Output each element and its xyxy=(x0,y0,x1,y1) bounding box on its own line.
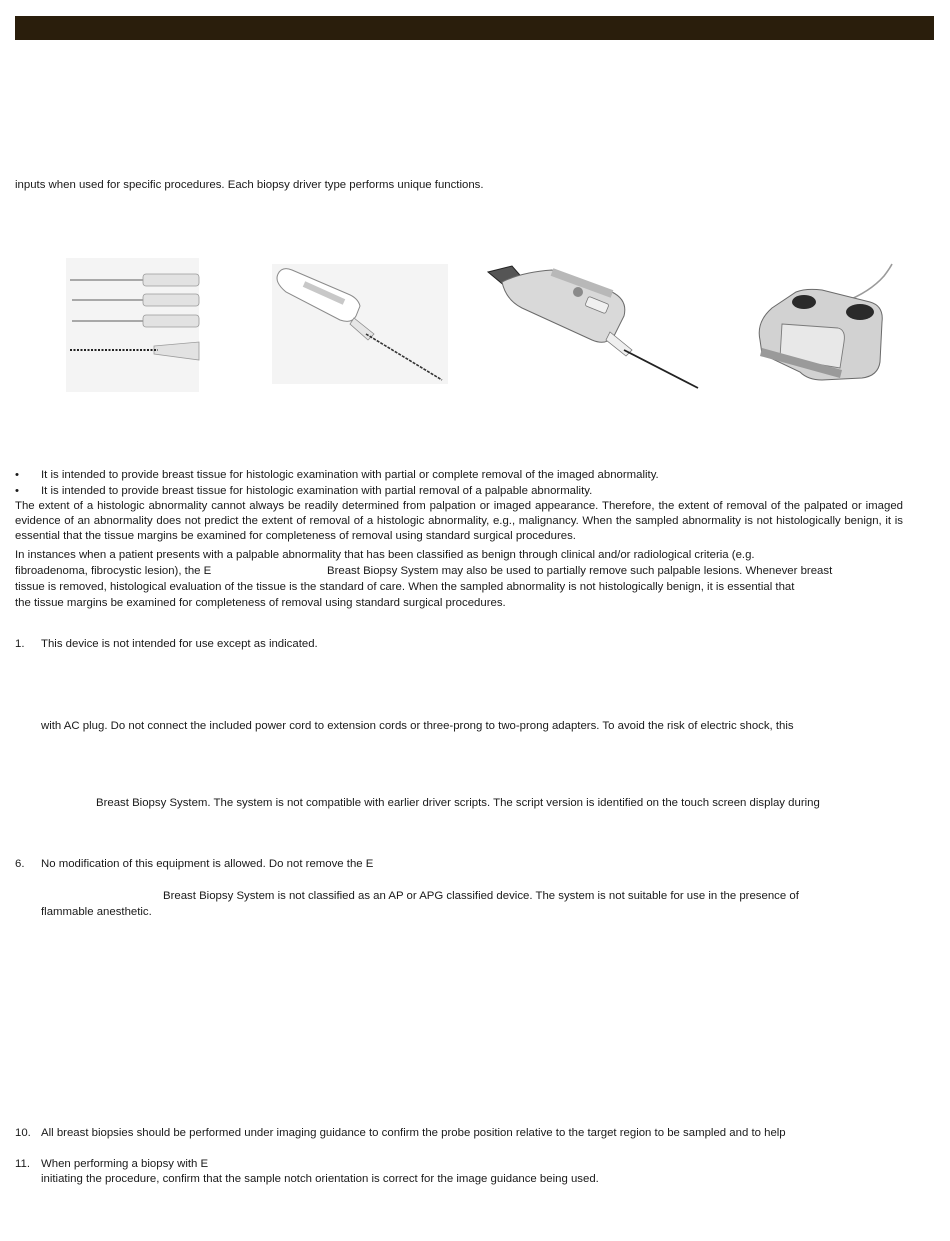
indications-paragraph-2-line-4: the tissue margins be examined for completeness of removal using standard surgical procedures. xyxy=(15,597,506,609)
warning-number-1: 1. xyxy=(15,638,25,650)
warning-item-11-line-2: initiating the procedure, confirm that the sample notch orientation is correct for the image guidance being used. xyxy=(41,1173,599,1185)
disposable-probe-image xyxy=(270,262,450,386)
warning-number-6: 6. xyxy=(15,858,25,870)
bullet-glyph: • xyxy=(15,469,19,481)
warning-item-6: No modification of this equipment is allowed. Do not remove the E xyxy=(41,858,374,870)
warning-script-line: Breast Biopsy System. The system is not compatible with earlier driver scripts. The script version is identified on the touch screen display during xyxy=(96,797,820,809)
needle-set-image xyxy=(58,258,203,394)
reusable-driver-image xyxy=(482,262,702,392)
header-bar xyxy=(15,16,934,40)
indications-paragraph-2-line-3: tissue is removed, histological evaluation of the tissue is the standard of care. When the sampled abnormality is not histologically benign, it is essential that xyxy=(15,581,795,593)
warning-item-10: All breast biopsies should be performed under imaging guidance to confirm the probe position relative to the target region to be sampled and to help xyxy=(41,1127,786,1139)
indications-paragraph-2-line-1: In instances when a patient presents with a palpable abnormality that has been classified as benign through clinical and/or radiological criteria (e.g. xyxy=(15,549,755,561)
indications-paragraph-1: The extent of a histologic abnormality cannot always be readily determined from palpation or imaged appearance. Therefore, the extent of removal of the palpated or imaged evidence of an abnormality does not predict the extent of removal of a histologic abnormality, e.g., malignancy. When the sampled abnormality is not histologically benign, it is essential that the tissue margins be examined for completeness of removal using standard surgical procedures. xyxy=(15,500,903,542)
warning-ac-plug-line: with AC plug. Do not connect the included power cord to extension cords or three-prong to two-prong adapters. To avoid the risk of electric shock, this xyxy=(41,720,794,732)
indications-paragraph-2-line-2a: fibroadenoma, fibrocystic lesion), the E xyxy=(15,565,212,577)
warning-ap-line-2: flammable anesthetic. xyxy=(41,906,152,918)
warning-number-10: 10. xyxy=(15,1127,31,1139)
warning-ap-line: Breast Biopsy System is not classified as an AP or APG classified device. The system is not suitable for use in the presence of xyxy=(163,890,799,902)
indication-bullet-2: It is intended to provide breast tissue for histologic examination with partial removal of a palpable abnormality. xyxy=(41,485,593,497)
indications-paragraph-2-line-2b: Breast Biopsy System may also be used to partially remove such palpable lesions. Whenever breast xyxy=(327,565,833,577)
intro-text: inputs when used for specific procedures. Each biopsy driver type performs unique functions. xyxy=(15,179,484,191)
footswitch-image xyxy=(752,262,897,384)
warning-item-11: When performing a biopsy with E xyxy=(41,1158,209,1170)
bullet-glyph: • xyxy=(15,485,19,497)
warning-number-11: 11. xyxy=(15,1158,30,1170)
warning-item-1: This device is not intended for use except as indicated. xyxy=(41,638,318,650)
indication-bullet-1: It is intended to provide breast tissue for histologic examination with partial or complete removal of the imaged abnormality. xyxy=(41,469,659,481)
